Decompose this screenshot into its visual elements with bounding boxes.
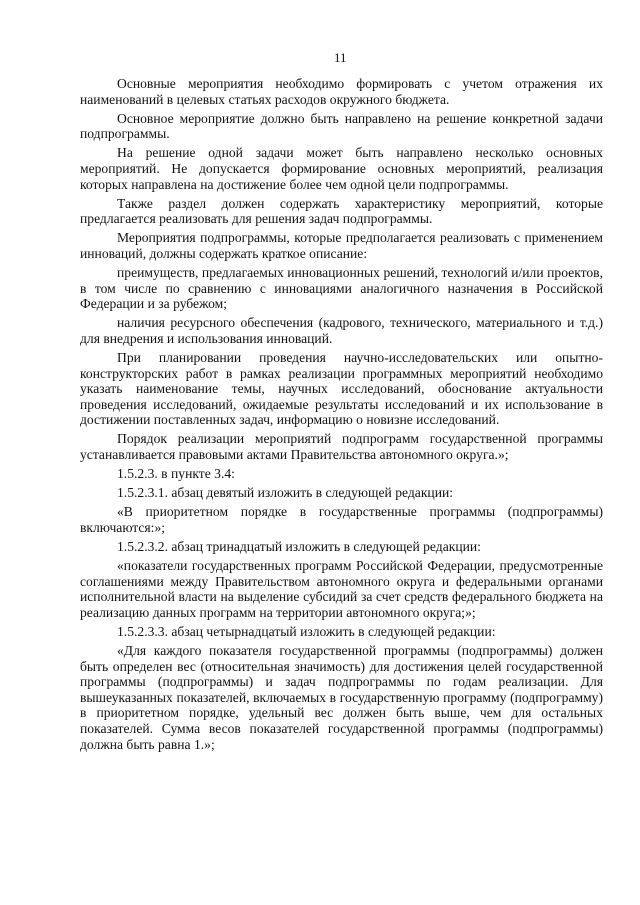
paragraph: При планировании проведения научно-исследовательских или опытно-конструкторских работ в рамках реализации программных мероприятий необходимо указать наименование темы, научных исследований, обоснование актуальности проведения исследований, ожидаемые результаты исследований и их использование в достижении поставленных задач, информацию о новизне исследований.: [80, 350, 603, 428]
paragraph: 1.5.2.3.1. абзац девятый изложить в следующей редакции:: [117, 485, 454, 501]
paragraph: преимуществ, предлагаемых инновационных решений, технологий и/или проектов, в том числе по сравнению с инновациями аналогичного назначения в Российской Федерации и за рубежом;: [80, 265, 603, 312]
paragraph: «В приоритетном порядке в государственные программы (подпрограммы) включаются:»;: [80, 504, 603, 535]
page-number: 11: [334, 50, 347, 65]
paragraph: 1.5.2.3. в пункте 3.4:: [117, 466, 235, 482]
paragraph: «Для каждого показателя государственной программы (подпрограммы) должен быть определен вес (относительная значимость) для достижения целей государственной программы (подпрограммы) и задач подпрограммы по годам реализации. Для вышеуказанных показателей, включаемых в государственную программу (подпрограмму) в приоритетном порядке, удельный вес должен быть выше, чем для остальных показателей. Сумма весов показателей государственной программы (подпрограммы) должна быть равна 1.»;: [80, 643, 603, 752]
paragraph: Основные мероприятия необходимо формировать с учетом отражения их наименований в целевых статьях расходов окружного бюджета.: [80, 76, 603, 107]
paragraph: наличия ресурсного обеспечения (кадрового, технического, материального и т.д.) для внедрения и использования инноваций.: [80, 315, 603, 346]
paragraph: Порядок реализации мероприятий подпрограмм государственной программы устанавливается правовыми актами Правительства автономного округа.»;: [80, 431, 603, 463]
document-body: [80, 76, 603, 756]
paragraph: «показатели государственных программ Российской Федерации, предусмотренные соглашениями между Правительством автономного округа и федеральными органами исполнительной власти на выделение субсидий за счет средств федерального бюджета на реализацию данных программ на территории автономного округа;»;: [80, 558, 603, 620]
paragraph: Мероприятия подпрограммы, которые предполагается реализовать с применением инноваций, должны содержать краткое описание:: [80, 230, 603, 261]
paragraph: Также раздел должен содержать характеристику мероприятий, которые предлагается реализовать для решения задач подпрограммы.: [80, 195, 603, 227]
paragraph: 1.5.2.3.2. абзац тринадцатый изложить в следующей редакции:: [117, 539, 481, 555]
paragraph: Основное мероприятие должно быть направлено на решение конкретной задачи подпрограммы.: [80, 110, 603, 142]
paragraph: 1.5.2.3.3. абзац четырнадцатый изложить в следующей редакции:: [117, 624, 496, 639]
paragraph: На решение одной задачи может быть направлено несколько основных мероприятий. Не допускается формирование основных мероприятий, реализация которых направлена на достижение более чем одной цели подпрограммы.: [80, 145, 603, 192]
